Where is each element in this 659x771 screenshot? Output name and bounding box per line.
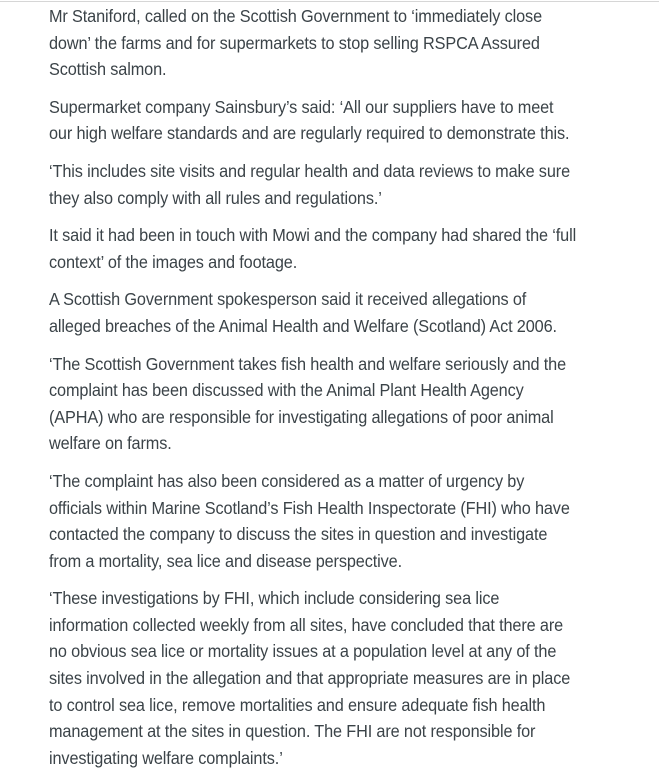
article-paragraph: ‘The Scottish Government takes fish health and welfare seriously and the complaint has been discussed with the Animal Plant Health Agency (APHA) who are responsible for investigating allegations of poor animal welfare on farms. <box>49 353 567 454</box>
article-body <box>49 0 577 771</box>
article-paragraph: Supermarket company Sainsbury’s said: ‘All our suppliers have to meet our high welfare standards and are regularly required to demonstrate this. <box>49 96 570 144</box>
article-paragraph: A Scottish Government spokesperson said it received allegations of alleged breaches of the Animal Health and Welfare (Scotland) Act 2006. <box>49 289 557 336</box>
article-paragraph: Mr Staniford, called on the Scottish Government to ‘immediately close down’ the farms and for supermarkets to stop selling RSPCA Assured Scottish salmon. <box>49 6 543 80</box>
article-paragraph: ‘The complaint has also been considered as a matter of urgency by officials within Marine Scotland’s Fish Health Inspectorate (FHI) who have contacted the company to discuss the sites in question and investigate from a mortality, sea lice and disease perspective. <box>49 470 570 571</box>
article-paragraph: ‘This includes site visits and regular health and data reviews to make sure they also comply with all rules and regulations.’ <box>49 160 570 208</box>
article-paragraph: ‘These investigations by FHI, which include considering sea lice information collected weekly from all sites, have concluded that there are no obvious sea lice or mortality issues at a population level at any of the sites involved in the allegation and that appropriate measures are in place to control sea lice, remove mortalities and ensure adequate fish health management at the sites in question. The FHI are not responsible for investigating welfare complaints.’ <box>49 588 571 768</box>
article-paragraph: It said it had been in touch with Mowi and the company had shared the ‘full context’ of the images and footage. <box>49 225 577 272</box>
